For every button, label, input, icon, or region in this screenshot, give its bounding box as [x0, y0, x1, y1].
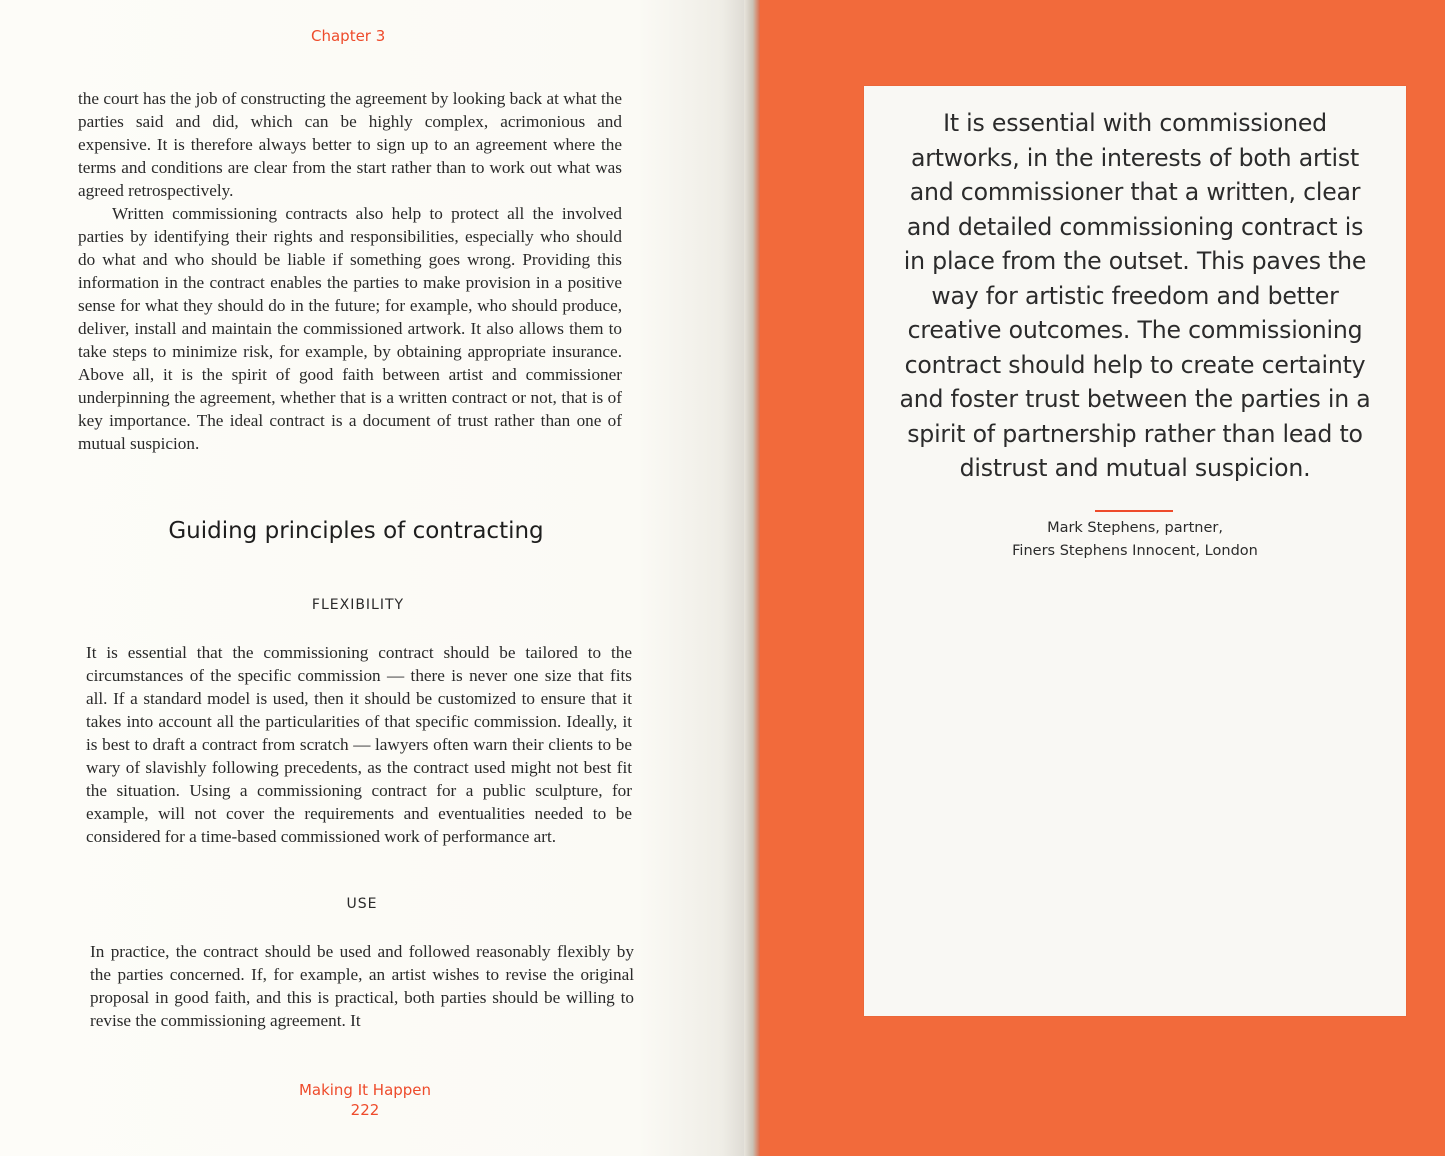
flexibility-paragraph: It is essential that the commissioning contract should be tailored to the circumstances of the specific commission — there is never one size that fits all. If a standard model is used, then it should be customized to ensure that it takes into account all the particularities of that specific commission. Ideally, it is best to draft a contract from scratch — lawyers often warn their clients to be wary of slavishly following precedents, as the contract used might not best fit the situation. Using a commissioning contract for a public sculpture, for example, will not cover the requirements and eventualities needed to be considered for a time-based commissioned work of performance art.	[86, 643, 632, 846]
quote-card	[864, 86, 1406, 1016]
quote-divider	[1095, 510, 1173, 512]
section-heading: Guiding principles of contracting	[168, 518, 544, 544]
subheading-use: USE	[346, 896, 378, 912]
paragraph: the court has the job of constructing the agreement by looking back at what the parties said and did, which can be highly complex, acrimonious and expensive. It is therefore always better to sign up to an agreement where the terms and conditions are clear from the start rather than to work out what was agreed retrospectively.	[78, 89, 622, 200]
use-paragraph: In practice, the contract should be used and followed reasonably flexibly by the parties concerned. If, for example, an artist wishes to revise the original proposal in good faith, and this is practical, both parties should be willing to revise the commissioning agreement. It	[90, 942, 634, 1030]
running-head: Chapter 3	[311, 27, 386, 45]
attribution-affiliation: Finers Stephens Innocent, London	[1012, 543, 1258, 559]
intro-text-block	[78, 87, 622, 455]
quote-attribution	[904, 517, 1366, 563]
page-number: 222	[350, 1101, 380, 1119]
footer-title: Making It Happen	[298, 1081, 432, 1099]
page-footer	[260, 1080, 470, 1120]
pull-quote: It is essential with commissioned artworks, in the interests of both artist and commissioner that a written, clear and detailed commissioning contract is in place from the outset. This paves the way for artistic freedom and better creative outcomes. The commissioning contract should help to create certainty and foster trust between the parties in a spirit of partnership rather than lead to distrust and mutual suspicion.	[899, 109, 1371, 482]
paragraph: Written commissioning contracts also help to protect all the involved parties by identifying their rights and responsibilities, especially who should do what and who should be liable if something goes wrong. Providing this information in the contract enables the parties to make provision in a positive sense for what they should do in the future; for example, who should produce, deliver, install and maintain the commissioned artwork. It also allows them to take steps to minimize risk, for example, by obtaining appropriate insurance. Above all, it is the spirit of good faith between artist and commissioner underpinning the agreement, whether that is a written contract or not, that is of key importance. The ideal contract is a document of trust rather than one of mutual suspicion.	[78, 204, 622, 453]
attribution-name: Mark Stephens, partner,	[1047, 520, 1223, 536]
subheading-flexibility: FLEXIBILITY	[311, 597, 405, 613]
